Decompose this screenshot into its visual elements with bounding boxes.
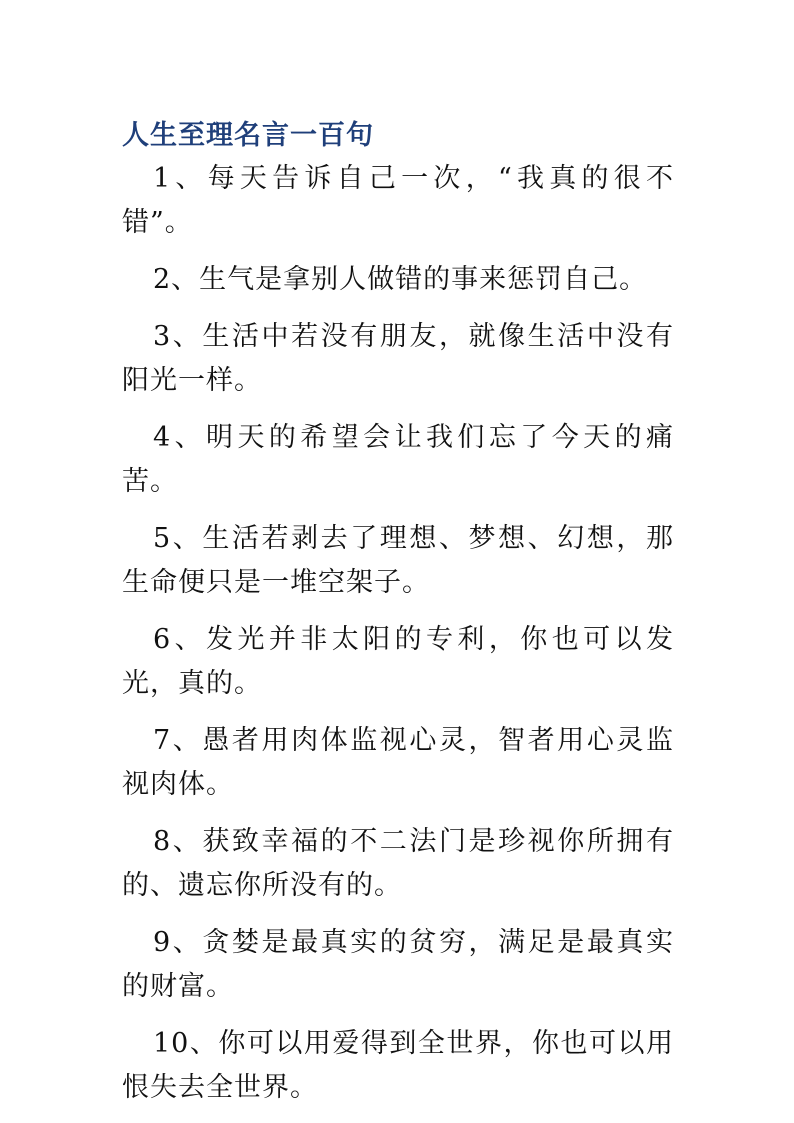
quote-item: 2、生气是拿别人做错的事来惩罚自己。 [153, 264, 648, 295]
quote-item: 10、你可以用爱得到全世界，你也可以用恨失去全世界。 [122, 1028, 674, 1103]
quote-item: 6、发光并非太阳的专利，你也可以发光，真的。 [122, 624, 674, 699]
quote-item: 3、生活中若没有朋友，就像生活中没有阳光一样。 [122, 321, 674, 396]
quote-item: 5、生活若剥去了理想、梦想、幻想，那生命便只是一堆空架子。 [122, 523, 674, 598]
quote-item: 7、愚者用肉体监视心灵，智者用心灵监视肉体。 [122, 725, 674, 800]
document-title: 人生至理名言一百句 [122, 120, 374, 152]
quote-item: 4、明天的希望会让我们忘了今天的痛苦。 [122, 422, 674, 497]
quote-item: 8、获致幸福的不二法门是珍视你所拥有的、遗忘你所没有的。 [122, 826, 674, 901]
quote-item: 9、贪婪是最真实的贫穷，满足是最真实的财富。 [122, 927, 674, 1002]
quote-item: 1、每天告诉自己一次，“我真的很不错”。 [122, 163, 674, 238]
quote-list [122, 157, 674, 1123]
